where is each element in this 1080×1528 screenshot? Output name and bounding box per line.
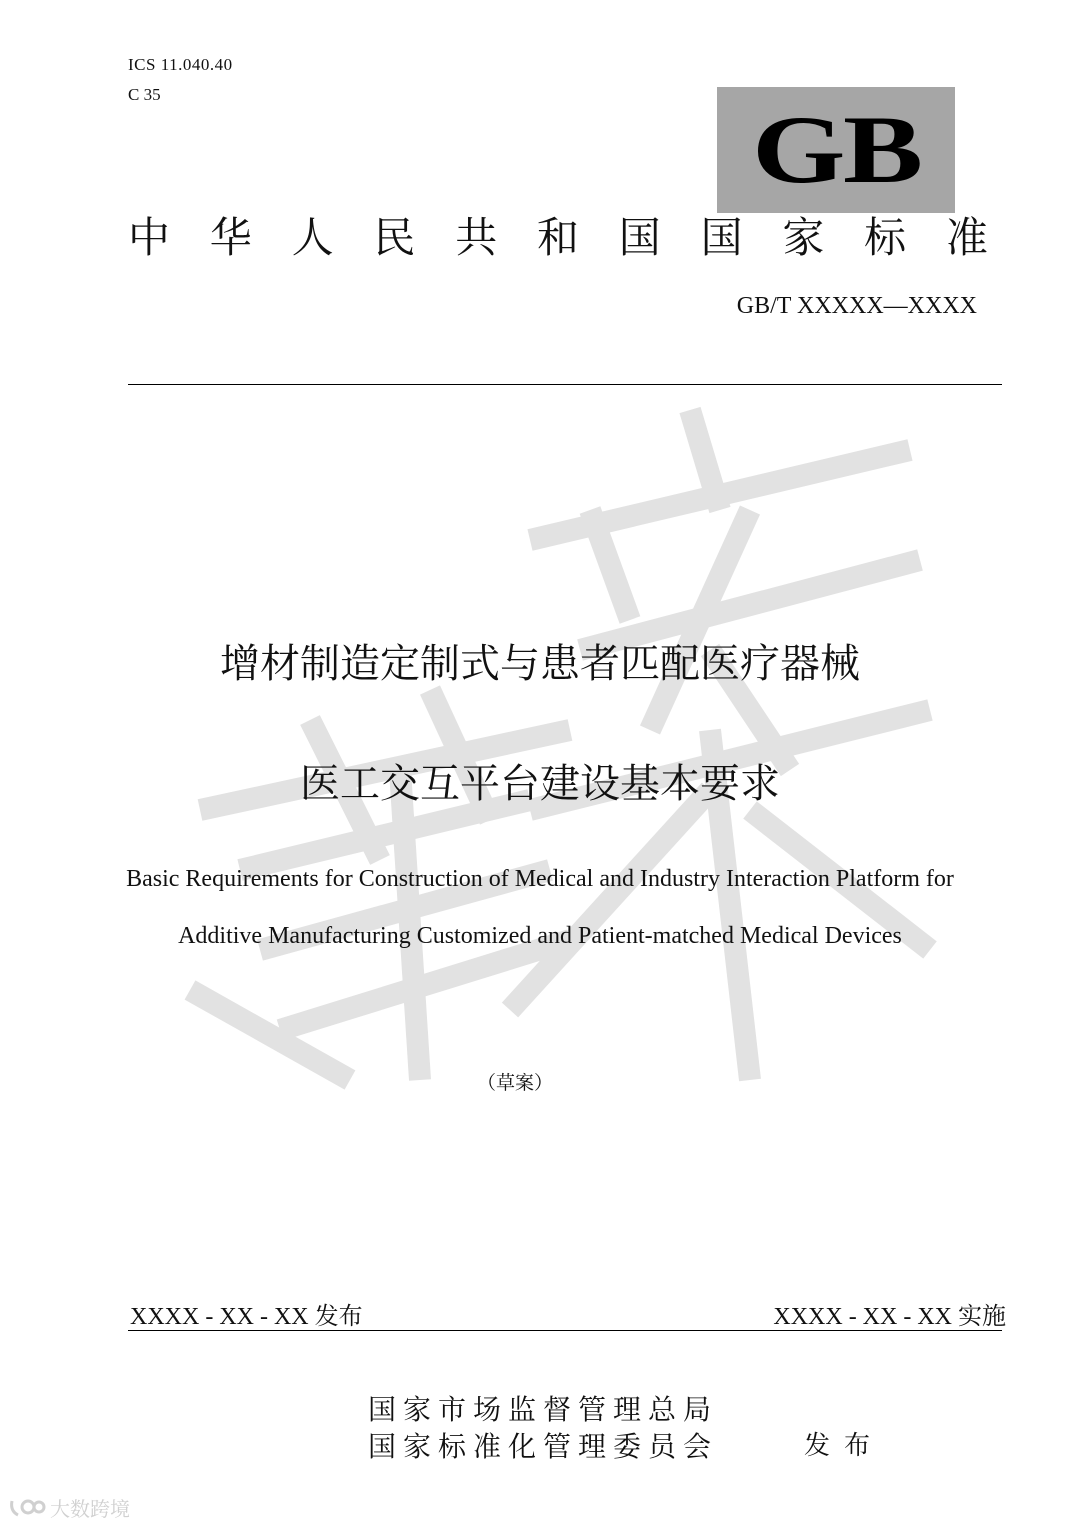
national-standard-title [128,208,988,268]
national-standard-char: 华 [209,213,252,262]
bottom-divider [128,1330,1002,1331]
brand-logo-text: 大数跨境 [50,1497,130,1521]
brand-logo [8,1493,130,1522]
gb-logo-box [717,87,955,213]
national-standard-char: 家 [782,213,825,262]
national-standard-char: 共 [455,213,498,262]
issuer-sac: 国家标准化管理委员会 [368,1430,719,1463]
implement-date: XXXX - XX - XX 实施 [773,1304,1006,1330]
national-standard-char: 人 [291,213,334,262]
gb-logo-text: GB [751,96,921,203]
draft-label: （草案） [476,1072,553,1094]
national-standard-char: 和 [536,213,579,262]
cn-title-line-1: 增材制造定制式与患者匹配医疗器械 [220,641,860,687]
standard-number: GB/T XXXXX—XXXX [736,293,977,319]
top-divider [128,384,1002,385]
en-title-line-2: Additive Manufacturing Customized and Patient-matched Medical Devices [178,923,902,949]
national-standard-char: 标 [864,213,907,262]
issue-label: 发布 [804,1431,885,1461]
brand-mark-icon [8,1497,46,1519]
national-standard-char: 准 [945,213,988,262]
national-standard-char: 国 [700,213,743,262]
national-standard-char: 国 [618,213,661,262]
ccs-code: C 35 [128,85,161,104]
cn-title-line-2: 医工交互平台建设基本要求 [300,761,780,807]
draft-watermark [150,390,950,1090]
en-title-line-1: Basic Requirements for Construction of Medical and Industry Interaction Platform for [126,866,954,892]
publish-date: XXXX - XX - XX 发布 [130,1304,363,1330]
ics-code: ICS 11.040.40 [128,55,233,74]
national-standard-char: 中 [128,213,171,262]
national-standard-char: 民 [373,213,416,262]
issuer-samr: 国家市场监督管理总局 [368,1393,719,1426]
